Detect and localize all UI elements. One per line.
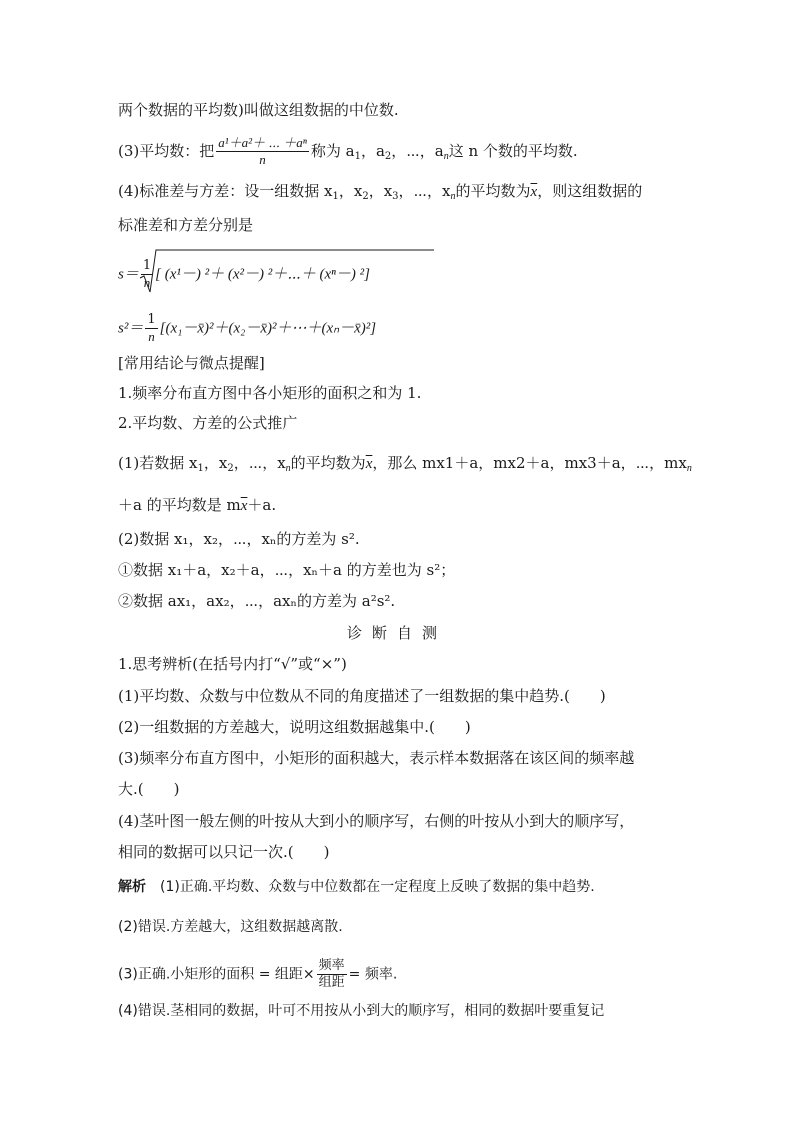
std-formula: s＝ $\frac{1}{n}$ [ (x¹－) ²＋ (x²－) ²＋⋯＋ (xⁿ－) ²] (118, 258, 370, 290)
question-item: (3)频率分布直方图中，小矩形的面积越大，表示样本数据落在该区间的频率越 (118, 749, 635, 767)
mean-definition: (3)平均数：把 $\frac{\text{a¹＋a²＋ ⋯ ＋aⁿ}}{n}$ 称为 $a_1$，$a_2$，⋯，$a_n$这 n 个数的平均数. (118, 135, 578, 167)
question-item: (4)茎叶图一般左侧的叶按从大到小的顺序写，右侧的叶按从小到大的顺序写， (118, 812, 635, 830)
text-line: 标准差和方差分别是 (118, 216, 254, 234)
std-definition: (4)标准差与方差：设一组数据 $x_1$，$x_2$，$x_3$，⋯，$x_n$的平均数为$\overline{x}$，则这组数据的 (118, 182, 643, 202)
mean-generalization: (1)若数据 $x_1$，$x_2$，⋯，$x_n$的平均数为$\overline{x}$，那么 mx1＋a，mx2＋a，mx3＋a，⋯，$mx_n$ (118, 454, 692, 474)
question-item-cont: 相同的数据可以只记一次.( ) (118, 843, 330, 861)
question-heading: 1.思考辨析(在括号内打“√”或“×”) (118, 655, 347, 673)
question-item: (1)平均数、众数与中位数从不同的角度描述了一组数据的集中趋势.( ) (118, 687, 606, 705)
answer-line: (4)错误.茎相同的数据，叶可不用按从小到大的顺序写，相同的数据叶要重复记 (118, 1003, 605, 1019)
text-line: 2.平均数、方差的公式推广 (118, 414, 298, 432)
answer-line: 解析 (1)正确.平均数、众数与中位数都在一定程度上反映了数据的集中趋势. (118, 879, 595, 895)
text-line: ＋a 的平均数是 $m\overline{x}+a$. (118, 496, 277, 514)
question-item-cont: 大.( ) (118, 780, 180, 798)
text-line: ②数据 ax₁，ax₂，⋯，axₙ的方差为 a²s². (118, 592, 396, 610)
text-line: (2)数据 x₁，x₂，⋯，xₙ的方差为 s². (118, 530, 360, 548)
section-heading: [常用结论与微点提醒] (118, 354, 265, 372)
text-line: 1.频率分布直方图中各小矩形的面积之和为 1. (118, 384, 422, 402)
variance-formula: s²＝ $\frac{1}{n}$ [(x₁－x̄)²＋(x₂－x̄)²＋⋯＋(xₙ－x̄)²] (118, 312, 377, 344)
question-item: (2)一组数据的方差越大，说明这组数据越集中.( ) (118, 718, 471, 736)
answer-line: (2)错误.方差越大，这组数据越离散. (118, 919, 343, 935)
section-title: 诊断自测 (346, 624, 447, 642)
text-line: ①数据 x₁＋a，x₂＋a，⋯，xₙ＋a 的方差也为 s²； (118, 561, 456, 579)
sqrt-sign (138, 248, 438, 296)
answer-line: (3)正确.小矩形的面积 = 组距× $\frac{\text{频率}}{\text{组距}}$ = 频率. (118, 958, 398, 990)
text-line: 两个数据的平均数)叫做这组数据的中位数. (118, 101, 399, 119)
